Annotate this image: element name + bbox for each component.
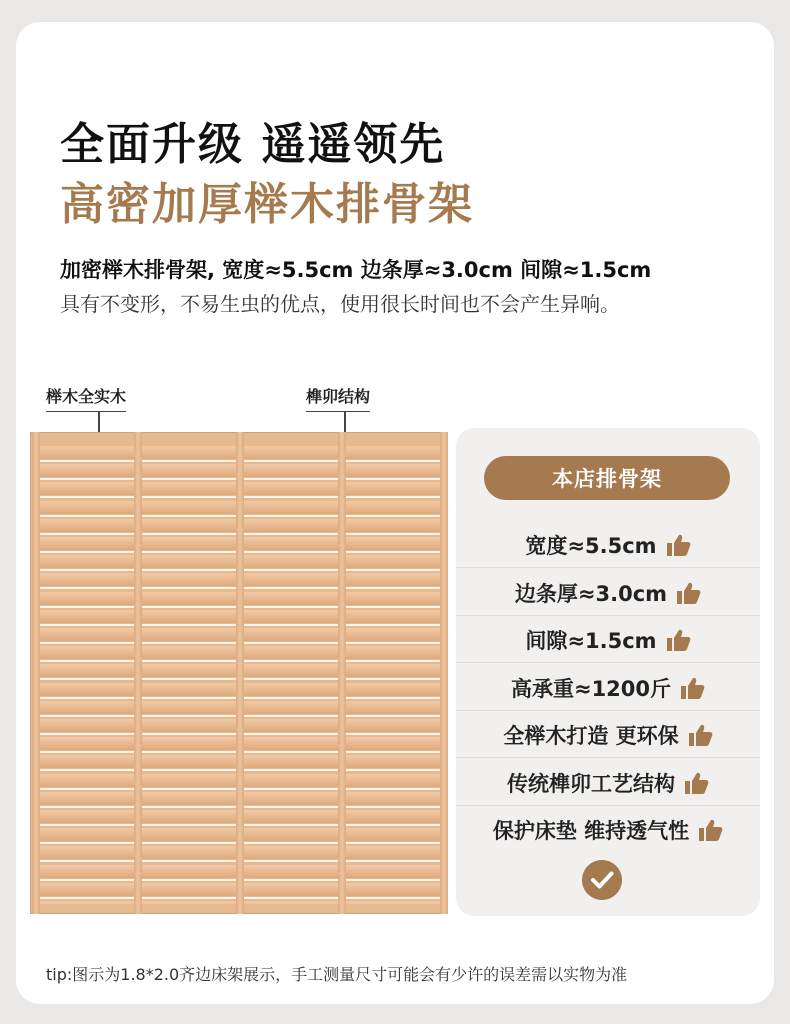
thumbs-up-icon bbox=[683, 771, 709, 795]
feature-row bbox=[456, 522, 760, 568]
thumbs-up-icon bbox=[665, 628, 691, 652]
check-circle-icon bbox=[582, 860, 622, 900]
feature-row bbox=[456, 760, 760, 806]
feature-label: 全榉木打造 更环保 bbox=[503, 724, 679, 748]
benefit-text: 具有不变形，不易生虫的优点，使用很长时间也不会产生异响。 bbox=[60, 292, 620, 316]
footnote-tip: tip:图示为1.8*2.0齐边床架展示，手工测量尺寸可能会有少许的误差需以实物为准 bbox=[46, 965, 628, 984]
feature-row bbox=[456, 617, 760, 663]
feature-label: 传统榫卯工艺结构 bbox=[507, 771, 675, 796]
feature-label: 边条厚≈3.0cm bbox=[514, 581, 668, 606]
slat-frame-image bbox=[30, 432, 444, 914]
subheadline: 高密加厚榉木排骨架 bbox=[60, 179, 474, 230]
feature-label: 宽度≈5.5cm bbox=[525, 534, 657, 558]
spec-summary: 加密榉木排骨架, 宽度≈5.5cm 边条厚≈3.0cm 间隙≈1.5cm bbox=[60, 258, 652, 282]
thumbs-up-icon bbox=[687, 723, 713, 747]
feature-label: 保护床垫 维持透气性 bbox=[492, 819, 690, 843]
feature-row bbox=[456, 712, 760, 758]
thumbs-up-icon bbox=[679, 676, 705, 700]
feature-row bbox=[456, 570, 760, 616]
feature-row bbox=[456, 665, 760, 711]
callout-solid-beech: 榉木全实木 bbox=[46, 384, 126, 412]
product-card bbox=[16, 22, 774, 1004]
feature-label: 高承重≈1200斤 bbox=[510, 676, 672, 701]
thumbs-up-icon bbox=[675, 581, 701, 605]
feature-label: 间隙≈1.5cm bbox=[525, 629, 657, 653]
panel-header-badge: 本店排骨架 bbox=[484, 456, 730, 500]
feature-row bbox=[456, 807, 760, 853]
headline: 全面升级 遥遥领先 bbox=[60, 119, 446, 170]
thumbs-up-icon bbox=[665, 533, 691, 557]
callout-mortise-tenon: 榫卯结构 bbox=[306, 384, 370, 412]
thumbs-up-icon bbox=[697, 818, 723, 842]
feature-panel bbox=[456, 428, 760, 916]
